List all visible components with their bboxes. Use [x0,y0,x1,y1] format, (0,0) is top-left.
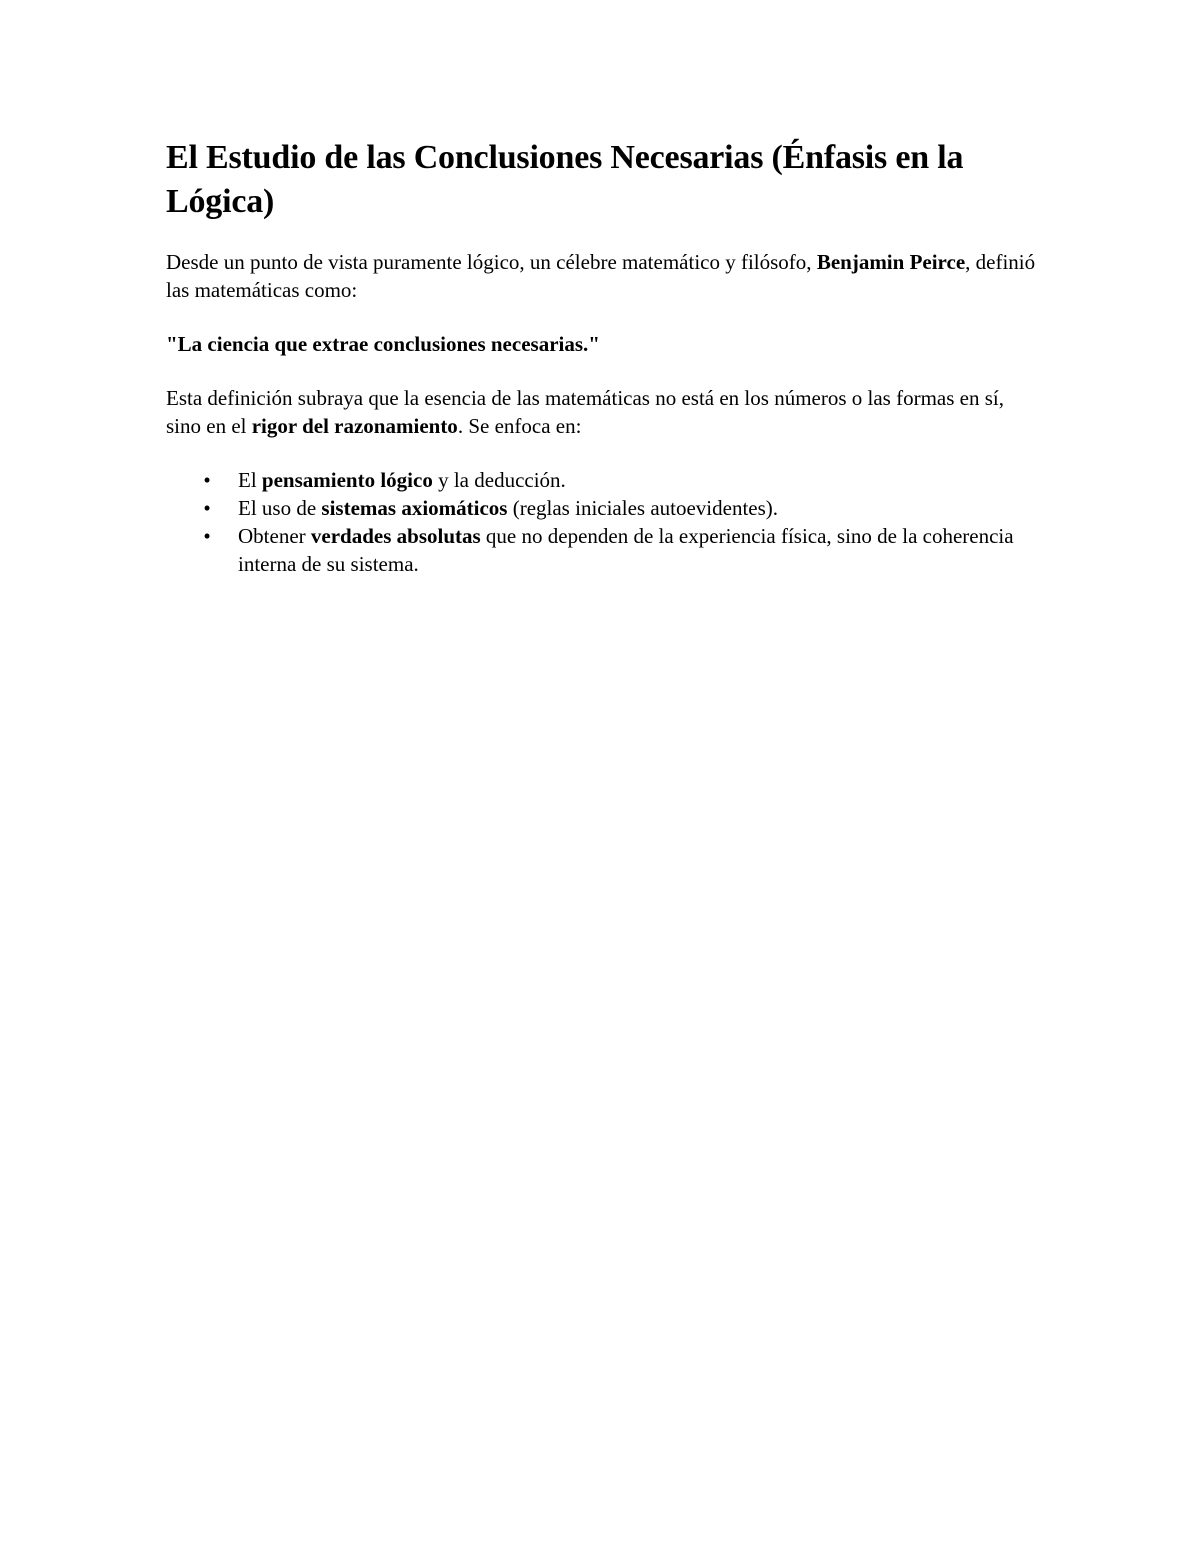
intro-text-start: Desde un punto de vista puramente lógico, un célebre matemático y filósofo, [166,250,817,274]
description-text-end: . Se enfoca en: [457,414,582,438]
list-item-text-after: y la deducción. [432,468,566,492]
bullet-icon: • [203,496,211,520]
list-item [203,494,1036,522]
document-title: El Estudio de las Conclusiones Necesarias (Énfasis en la Lógica) [166,139,964,220]
description-text-start: Esta definición subraya que la esencia de las matemáticas no está en los números o las formas en sí, sino en el [166,386,1004,438]
list-item-text-before: El uso de [238,496,322,520]
focus-list [166,466,1036,578]
list-item [203,522,1036,578]
description-emphasis: rigor del razonamiento [251,414,458,438]
intro-text-end: , definió las matemáticas como: [166,250,1036,302]
document-content [166,136,1036,578]
list-item-text-before: Obtener [238,524,311,548]
definition-quote: "La ciencia que extrae conclusiones necesarias." [166,332,600,356]
description-paragraph [166,384,1036,440]
bullet-icon: • [203,524,211,548]
list-item-emphasis: pensamiento lógico [261,468,433,492]
bullet-icon: • [203,468,211,492]
author-name: Benjamin Peirce [816,250,966,274]
list-item [203,466,1036,494]
list-item-emphasis: verdades absolutas [310,524,481,548]
list-item-text-before: El [238,468,262,492]
list-item-emphasis: sistemas axiomáticos [321,496,508,520]
intro-paragraph [166,248,1036,304]
list-item-text-after: que no dependen de la experiencia física, sino de la coherencia interna de su sistema. [238,524,1014,576]
list-item-text-after: (reglas iniciales autoevidentes). [507,496,779,520]
